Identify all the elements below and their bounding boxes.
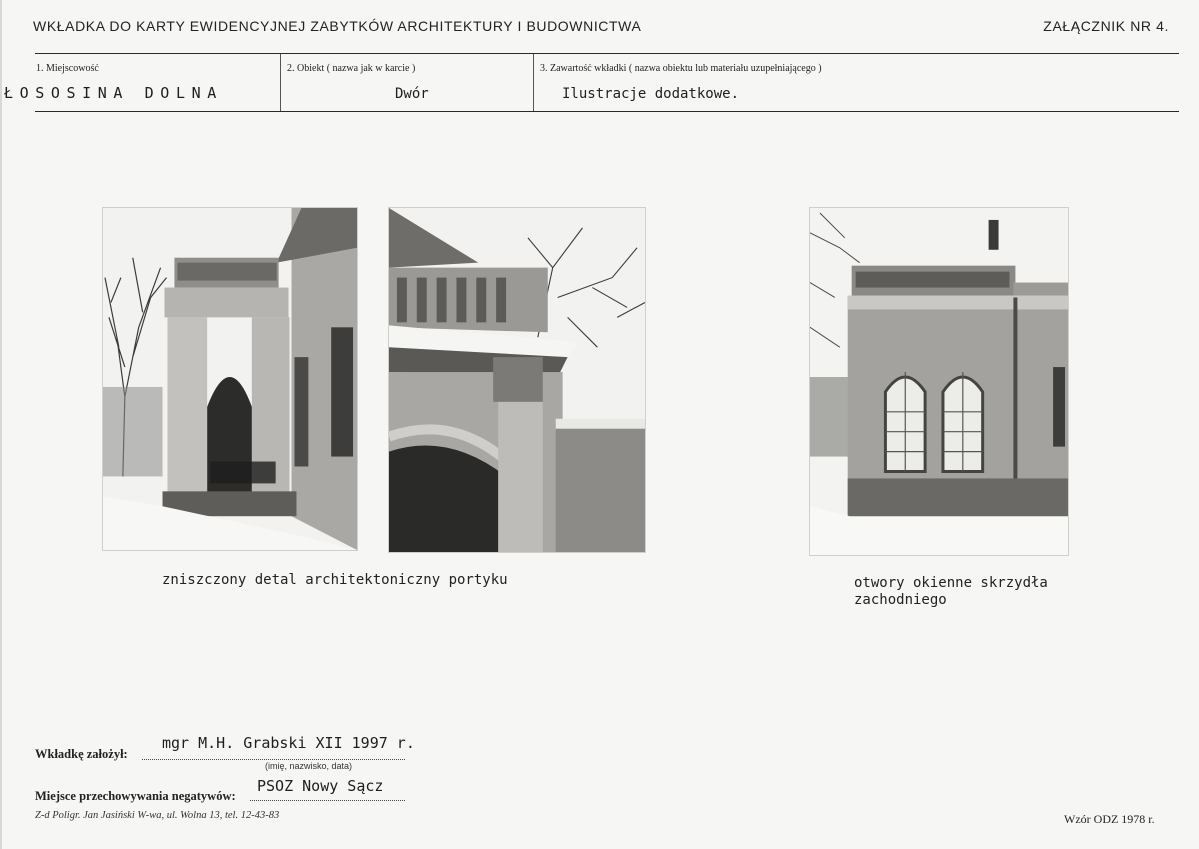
field-divider-1: [280, 54, 281, 111]
form-title: WKŁADKA DO KARTY EWIDENCYJNEJ ZABYTKÓW ARCHITEKTURY I BUDOWNICTWA: [33, 18, 642, 34]
printer-note: Z-d Poligr. Jan Jasiński W-wa, ul. Wolna 13, tel. 12-43-83: [35, 810, 280, 821]
caption-portico: zniszczony detal architektoniczny portyku: [162, 572, 508, 588]
caption-windows-line2: zachodniego: [854, 592, 947, 608]
locality-value: ŁOSOSINA DOLNA: [4, 84, 223, 102]
author-dotted-line: [142, 759, 405, 760]
storage-value: PSOZ Nowy Sącz: [257, 777, 384, 795]
header-bottom-rule: [35, 111, 1179, 112]
author-value: mgr M.H. Grabski XII 1997 r.: [162, 734, 415, 752]
west-wing-windows-photo: [809, 207, 1069, 556]
portico-photo: [102, 207, 358, 551]
author-hint: (imię, nazwisko, data): [265, 761, 353, 771]
content-value: Ilustracje dodatkowe.: [562, 86, 740, 102]
portico-detail-photo: [388, 207, 646, 553]
author-label: Wkładkę założył:: [35, 747, 128, 761]
object-label: 2. Obiekt ( nazwa jak w karcie ): [287, 63, 416, 74]
object-value: Dwór: [395, 86, 429, 102]
form-code: Wzór ODZ 1978 r.: [1064, 812, 1155, 826]
content-label: 3. Zawartość wkładki ( nazwa obiektu lub materiału uzupełniającego ): [540, 63, 822, 74]
annex-number: ZAŁĄCZNIK NR 4.: [1043, 18, 1169, 34]
locality-label: 1. Miejscowość: [36, 63, 99, 74]
header-top-rule: [35, 53, 1179, 54]
storage-dotted-line: [250, 800, 405, 801]
storage-label: Miejsce przechowywania negatywów:: [35, 789, 236, 803]
caption-windows-line1: otwory okienne skrzydła: [854, 575, 1048, 591]
field-divider-2: [533, 54, 534, 111]
